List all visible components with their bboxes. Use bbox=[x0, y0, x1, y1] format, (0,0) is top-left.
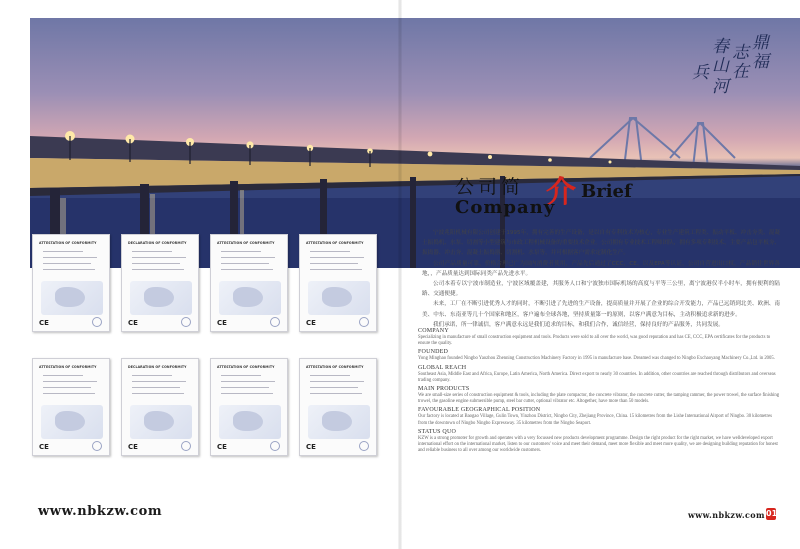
english-sections bbox=[418, 328, 782, 456]
certificate-map bbox=[219, 281, 281, 315]
certificate-text-line bbox=[43, 263, 91, 264]
certificate-seal bbox=[270, 317, 280, 327]
certificate-image bbox=[210, 358, 288, 456]
section-status-quo bbox=[418, 429, 782, 455]
section-body: Our factory is located at Baogao Village, Gulin Town, Yinzhou District, Ningbo City, Zhejiang Province, China. 15 kilometres from the Lishe International Airport of Ningbo. 30 kilometres from the downtown of Ningbo Ningbo Expressway. 35 kilometres from the Ningbo Seaport. bbox=[418, 414, 773, 426]
calligraphy-column: 春山 bbox=[712, 37, 729, 76]
certificate-text-line bbox=[132, 263, 180, 264]
certificate-text-line bbox=[221, 269, 273, 270]
certificate-heading: ATTESTATION OF CONFORMITY bbox=[217, 241, 275, 245]
certificate-map bbox=[41, 281, 103, 315]
certificate-seal bbox=[181, 317, 191, 327]
certificate-text-line bbox=[310, 393, 362, 394]
certificate-text-line bbox=[132, 269, 184, 270]
certificate-image bbox=[299, 234, 377, 332]
intro-paragraph: 我们承诺，所一律诚信，客户满意永远是我们追求的目标，和我们合作，诚信经营，保持良好的产品服务，共同发展。 bbox=[433, 321, 724, 328]
calligraphy-column: 兵 bbox=[692, 63, 709, 83]
certificate-image bbox=[210, 234, 288, 332]
section-body: Southeast Asia, Middle East and Africa, Europe, Latin America, North America. Direct export to nearly 30 countries. In addition, other countries are reached through distributors and overseas trading company. bbox=[418, 371, 776, 383]
certificate-text-line bbox=[132, 251, 172, 252]
certificate-text-line bbox=[310, 263, 358, 264]
section-main-products bbox=[418, 386, 782, 405]
page-fold bbox=[398, 0, 402, 549]
certificate-image bbox=[32, 358, 110, 456]
certificate-text-line bbox=[221, 263, 269, 264]
section-body: KZW is a strong promoter for growth and operates with a very focussed new products development programme. Design the right product for the right market, we have welldeveloped export international effort on the international market, listen to our customers' voice and meet their demand, meet more flexible and meet more quality, we are designing building reputation for honest and reliable business to all over among our worldwide customers. bbox=[418, 435, 778, 454]
certificate-map bbox=[219, 405, 281, 439]
certificate-text-line bbox=[132, 257, 186, 258]
certificate-seal bbox=[181, 441, 191, 451]
calligraphy-inscription bbox=[680, 34, 770, 144]
ce-mark: CE bbox=[217, 319, 227, 327]
title-brief: Brief bbox=[581, 181, 632, 202]
certificate-seal bbox=[270, 441, 280, 451]
section-heading: GLOBAL REACH bbox=[418, 364, 467, 371]
certificate-text-line bbox=[310, 381, 364, 382]
certificate-text-line bbox=[132, 387, 180, 388]
certificate-heading: DECLARATION OF CONFORMITY bbox=[128, 365, 187, 369]
certificate-heading: DECLARATION OF CONFORMITY bbox=[128, 241, 187, 245]
certificate-text-line bbox=[43, 251, 83, 252]
certificate-text-line bbox=[132, 375, 172, 376]
certificate-text-line bbox=[43, 375, 83, 376]
section-heading: MAIN PRODUCTS bbox=[418, 386, 470, 393]
certificate-image bbox=[121, 234, 199, 332]
certificate-map bbox=[41, 405, 103, 439]
section-founded bbox=[418, 349, 782, 362]
certificate-seal bbox=[359, 317, 369, 327]
certificate-seal bbox=[92, 441, 102, 451]
certificate-text-line bbox=[43, 393, 95, 394]
certificate-text-line bbox=[43, 381, 97, 382]
ce-mark: CE bbox=[39, 443, 49, 451]
section-heading: FOUNDED bbox=[418, 349, 449, 356]
ce-mark: CE bbox=[217, 443, 227, 451]
certificate-text-line bbox=[132, 381, 186, 382]
certificate-text-line bbox=[310, 387, 358, 388]
section-geographical-position bbox=[418, 407, 782, 426]
certificate-text-line bbox=[221, 251, 261, 252]
calligraphy-column: 河 bbox=[712, 77, 729, 97]
certificate-map bbox=[130, 281, 192, 315]
intro-paragraph: 公司产品质量可靠，价格合理已广为国内消费者使用，产品先后通过了CCC，CE，以及EPA等认证，公司自营进出口权，产品销往世界各地，，产品质量达到国际同类产品先进水平。 bbox=[422, 260, 780, 277]
certificate-text-line bbox=[221, 387, 269, 388]
certificate-seal bbox=[359, 441, 369, 451]
chinese-introduction bbox=[422, 228, 780, 330]
certificate-seal bbox=[92, 317, 102, 327]
section-body: We are small-size series of construction equipment & tools, including the plate compactor, the concrete vibrator, the concrete cutter, the tamping rammer, the power trowel, the surface finishing trowel, the gasoline engine submersible pump, steel bar cutter, optional vibrator etc. Altogether, have more than 50 models. bbox=[418, 393, 780, 405]
certificate-text-line bbox=[43, 269, 95, 270]
certificate-heading: ATTESTATION OF CONFORMITY bbox=[39, 365, 97, 369]
certificate-heading: ATTESTATION OF CONFORMITY bbox=[306, 241, 364, 245]
certificate-text-line bbox=[221, 375, 261, 376]
section-company bbox=[418, 328, 782, 347]
section-heading: COMPANY bbox=[418, 328, 449, 334]
title-english: Company bbox=[455, 197, 556, 218]
certificate-text-line bbox=[221, 393, 273, 394]
certificate-map bbox=[308, 281, 370, 315]
ce-mark: CE bbox=[306, 443, 316, 451]
certificate-text-line bbox=[310, 251, 350, 252]
ce-mark: CE bbox=[128, 443, 138, 451]
section-heading: STATUS QUO bbox=[418, 428, 457, 435]
certificate-heading: ATTESTATION OF CONFORMITY bbox=[306, 365, 364, 369]
certificate-image bbox=[299, 358, 377, 456]
section-heading: FAVOURABLE GEOGRAPHICAL POSITION bbox=[418, 407, 541, 414]
calligraphy-column: 志在 bbox=[732, 43, 749, 82]
calligraphy-column: 鼎福 bbox=[752, 33, 769, 72]
certificate-text-line bbox=[310, 269, 362, 270]
certificate-text-line bbox=[221, 257, 275, 258]
certificate-heading: ATTESTATION OF CONFORMITY bbox=[39, 241, 97, 245]
section-body: Specializing in manufacture of small construction equipment and tools. Products were sold to all over the world, was good reputation and has CE, CCC, EPA certificates for the products to ensure the quality. bbox=[418, 335, 771, 347]
certificate-map bbox=[308, 405, 370, 439]
title-badge-character: 介 bbox=[546, 175, 576, 210]
certificate-text-line bbox=[43, 387, 91, 388]
certificate-map bbox=[130, 405, 192, 439]
certificate-heading: ATTESTATION OF CONFORMITY bbox=[217, 365, 275, 369]
certificate-image bbox=[32, 234, 110, 332]
ce-mark: CE bbox=[39, 319, 49, 327]
footer-url-left: www.nbkzw.com bbox=[38, 504, 163, 519]
section-global-reach bbox=[418, 365, 782, 384]
certificate-image bbox=[121, 358, 199, 456]
title-chinese: 公司简 bbox=[455, 176, 525, 198]
footer-url-right: www.nbkzw.com bbox=[688, 510, 765, 520]
intro-paragraph: 公司本着专以宁波市制造业，宁波区域覆盖建，其服务人口和宁波独市国际机场的高度与平等三公里，离宁波港仅半小时车，拥有便利的陆路、交通便捷。 bbox=[422, 281, 780, 298]
certificate-text-line bbox=[310, 375, 350, 376]
certificate-text-line bbox=[221, 381, 275, 382]
ce-mark: CE bbox=[306, 319, 316, 327]
section-title bbox=[455, 172, 632, 222]
certificate-text-line bbox=[43, 257, 97, 258]
intro-paragraph: 未来，工厂在不断引进优秀人才的同时，不断引进了先进的生产设备，提高质量并开展了企业的综合开发能力，产品已远销到北美、欧洲、南美、中东、东南亚等几十个国家和地区，客户遍布全球各地，坚持质量第一的原则，以客户满意为目标，主动积极追求新的进步。 bbox=[422, 301, 780, 318]
certificate-text-line bbox=[310, 257, 364, 258]
page-number-badge: 01 bbox=[766, 509, 778, 518]
intro-paragraph: 宁波兆阳机械有限公司创建于1995年，拥有完善的生产设备，是以自有专利技术为核心，专业生产建筑工程类、振动平板、冲击夯类、混凝土振捣机、水泵、切割等小型建筑与市政工程机械设备的重要技术企业。公司拥有专业技术工程师团队，拥有多项专利技术，主要产品包平板夯、振捣器、冲击夯、混凝土振捣器、切割机、水泵等，并可根据客户需求定制化生产。 bbox=[422, 230, 781, 257]
section-body: Yong Minghao founded Ningbo Yaozhou Zhenning Construction Machinery Factory in 1995 in manufacture base. Dreamed was changed to Ningbo Exchaoyang Machinery Co.,Ltd. in 2005. bbox=[418, 356, 775, 362]
certificate-text-line bbox=[132, 393, 184, 394]
ce-mark: CE bbox=[128, 319, 138, 327]
